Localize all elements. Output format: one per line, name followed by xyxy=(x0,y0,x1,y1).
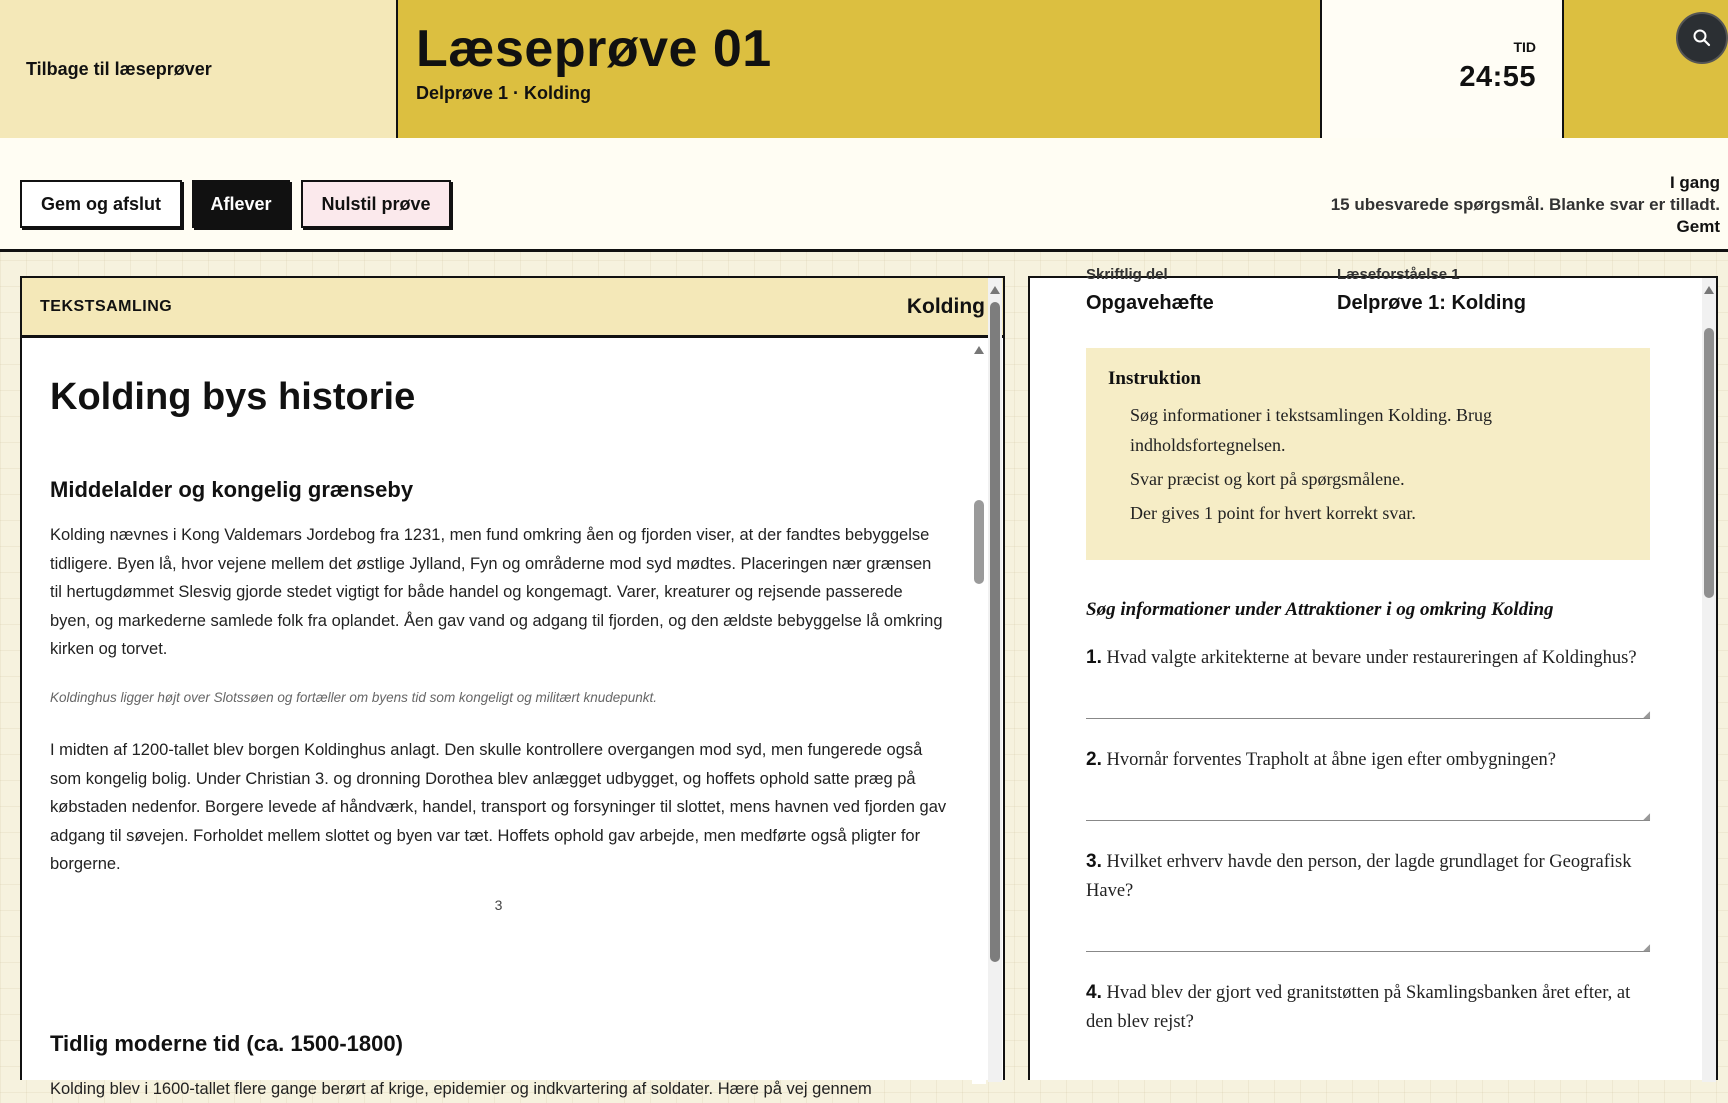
question-number: 2. xyxy=(1086,749,1102,770)
task-panel-scroll-thumb[interactable] xyxy=(1704,328,1714,598)
scroll-up-icon[interactable] xyxy=(974,346,984,354)
question-text: Hvornår forventes Trapholt at åbne igen efter ombygningen? xyxy=(1106,750,1556,770)
scroll-up-icon[interactable] xyxy=(1704,286,1714,294)
save-and-exit-button[interactable]: Gem og afslut xyxy=(20,180,182,228)
submit-button[interactable]: Aflever xyxy=(192,180,290,228)
question-number: 1. xyxy=(1086,647,1102,668)
status-text: I gang xyxy=(1331,172,1720,194)
paragraph: Kolding nævnes i Kong Valdemars Jordebog fra 1231, men fund omkring åen og fjorden viser, at der fandtes bebyggelse tidligere. Byen lå, hvor vejene mellem det østlige Jylland, Fyn og områderne mod syd mødtes. Placeringen nær grænsen til hertugdømmet Slesvig gjorde stedet vigtigt for både handel og kongemagt. Varer, kreaturer og rejsende passerede byen, og markederne samlede folk fra oplandet. Åen gav vand og adgang til fjorden, og den ældste bebyggelse lå omkring kirken og torvet. xyxy=(50,521,947,664)
instruction-item: Svar præcist og kort på spørgsmålene. xyxy=(1108,464,1628,494)
question-text: Hvilket erhverv havde den person, der lagde grundlaget for Geografisk Have? xyxy=(1086,852,1632,901)
question-text: Hvad valgte arkitekterne at bevare under restaureringen af Koldinghus? xyxy=(1106,648,1636,668)
instruction-item: Der gives 1 point for hvert korrekt svar. xyxy=(1108,498,1628,528)
question xyxy=(1086,745,1650,775)
scroll-up-icon[interactable] xyxy=(990,286,1000,294)
collection-name: Kolding xyxy=(907,295,985,319)
instruction-item: Søg informationer i tekstsamlingen Kolding. Brug indholdsfortegnelsen. xyxy=(1108,400,1628,460)
timer-value: 24:55 xyxy=(1459,61,1536,94)
section-heading: Tidlig moderne tid (ca. 1500-1800) xyxy=(50,1031,947,1057)
question xyxy=(1086,978,1650,1037)
page-title: Læseprøve 01 xyxy=(416,22,1320,77)
document-content xyxy=(22,338,977,1103)
instruction-box xyxy=(1086,348,1650,560)
timer-label: TID xyxy=(1513,39,1536,55)
meta-label: Skriftlig del xyxy=(1086,266,1214,284)
meta-label: Læseforståelse 1 xyxy=(1337,266,1526,284)
header-right-area xyxy=(1564,0,1728,138)
text-collection-panel xyxy=(20,276,1005,1080)
task-booklet-content xyxy=(1086,278,1650,1037)
answer-field[interactable] xyxy=(1086,789,1650,821)
booklet-meta xyxy=(1086,278,1650,348)
search-icon xyxy=(1692,28,1712,48)
document-scrollbar[interactable] xyxy=(972,344,986,1084)
toolbar xyxy=(0,138,1728,252)
reset-test-button[interactable]: Nulstil prøve xyxy=(301,180,451,228)
top-header xyxy=(0,0,1728,138)
meta-column xyxy=(1337,266,1526,315)
text-collection-label: TEKSTSAMLING xyxy=(40,298,172,316)
task-panel-scrollbar[interactable] xyxy=(1702,278,1716,1082)
search-button[interactable] xyxy=(1676,12,1728,64)
timer xyxy=(1322,0,1564,138)
section-heading: Middelalder og kongelig grænseby xyxy=(50,477,947,503)
question-number: 4. xyxy=(1086,982,1102,1003)
instruction-title: Instruktion xyxy=(1108,368,1628,390)
question-section-title: Søg informationer under Attraktioner i og omkring Kolding xyxy=(1086,596,1650,623)
document-heading: Kolding bys historie xyxy=(50,376,947,419)
panel-scrollbar[interactable] xyxy=(988,278,1002,1082)
paragraph: Kolding blev i 1600-tallet flere gange berørt af krige, epidemier og indkvartering af soldater. Hære på vej gennem xyxy=(50,1075,947,1103)
image-caption: Koldinghus ligger højt over Slotssøen og fortæller om byens tid som kongeligt og militært knudepunkt. xyxy=(50,684,947,713)
back-to-tests-link[interactable]: Tilbage til læseprøver xyxy=(0,0,398,138)
answer-field[interactable] xyxy=(1086,687,1650,719)
meta-column xyxy=(1086,266,1214,315)
saved-indicator: Gemt xyxy=(1331,216,1720,238)
question xyxy=(1086,847,1650,906)
question-number: 3. xyxy=(1086,851,1102,872)
meta-value: Delprøve 1: Kolding xyxy=(1337,292,1526,315)
task-booklet-panel xyxy=(1028,276,1718,1080)
answer-field[interactable] xyxy=(1086,920,1650,952)
page-number: 3 xyxy=(50,897,947,913)
question-text: Hvad blev der gjort ved granitstøtten på Skamlingsbanken året efter, at den blev rejst? xyxy=(1086,983,1630,1032)
question xyxy=(1086,643,1650,673)
document-scroll-thumb[interactable] xyxy=(974,500,984,584)
title-area xyxy=(398,0,1322,138)
meta-value: Opgavehæfte xyxy=(1086,292,1214,315)
page-subtitle: Delprøve 1 · Kolding xyxy=(416,83,1320,104)
unanswered-count: 15 ubesvarede spørgsmål. Blanke svar er tilladt. xyxy=(1331,194,1720,216)
panel-scroll-thumb[interactable] xyxy=(990,302,1000,962)
status-area xyxy=(1331,172,1720,238)
text-collection-header xyxy=(22,278,1003,338)
paragraph: I midten af 1200-tallet blev borgen Koldinghus anlagt. Den skulle kontrollere overgangen mod syd, men fungerede også som kongelig bolig. Under Christian 3. og dronning Dorothea blev anlægget udbygget, og hoffets ophold satte præg på købstaden nedenfor. Borgere levede af håndværk, handel, transport og forsyninger til slottet, mens havnen ved fjorden gav adgang til søvejen. Forholdet mellem slottet og byen var tæt. Hoffets ophold gav arbejde, men medførte også pligter for borgerne. xyxy=(50,736,947,879)
